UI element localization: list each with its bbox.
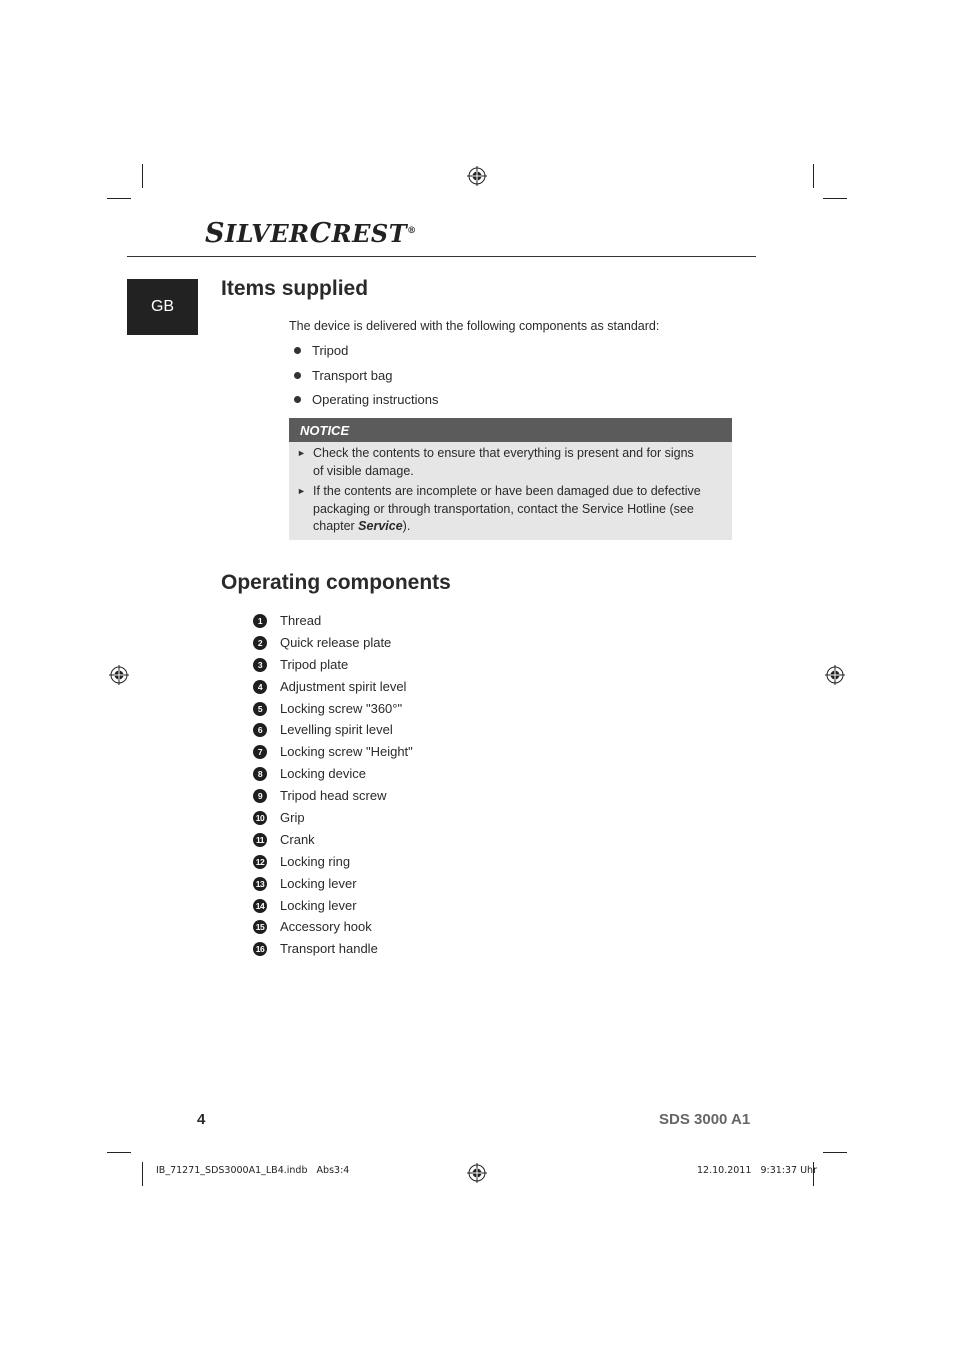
list-item-label: Locking screw "360°": [280, 700, 403, 716]
list-item-label: Adjustment spirit level: [280, 678, 407, 694]
registration-mark-icon: [109, 665, 129, 685]
registration-mark-icon: [467, 166, 487, 186]
number-badge: 12: [253, 855, 267, 869]
notice-label: NOTICE: [289, 418, 732, 442]
list-item: [253, 722, 413, 744]
header-rule: [127, 256, 756, 257]
list-item-label: Tripod: [312, 343, 349, 358]
components-list: [253, 613, 413, 963]
list-item: [253, 788, 413, 810]
list-item-label: Accessory hook: [280, 919, 372, 935]
list-item-label: Levelling spirit level: [280, 722, 393, 738]
number-badge: 10: [253, 811, 267, 825]
bullet-icon: [294, 347, 301, 354]
list-item: [253, 832, 413, 854]
list-item: [253, 635, 413, 657]
number-badge: 16: [253, 942, 267, 956]
crop-mark: [823, 198, 847, 199]
logo-text: ILVER: [225, 219, 310, 248]
list-item: [253, 898, 413, 920]
bullet-icon: [294, 372, 301, 379]
crop-mark: [142, 164, 143, 188]
number-badge: 7: [253, 745, 267, 759]
crop-mark: [823, 1152, 847, 1153]
list-item: [253, 854, 413, 876]
list-item: [253, 941, 413, 963]
list-item-label: Tripod plate: [280, 656, 349, 672]
arrow-right-icon: ►: [297, 486, 306, 496]
list-item-label: Grip: [280, 810, 305, 826]
notice-item-emphasis: Service: [358, 519, 403, 533]
notice-item: [289, 445, 732, 480]
number-badge: 15: [253, 920, 267, 934]
list-item: [294, 392, 438, 417]
logo-mark: ®: [407, 226, 417, 236]
list-item: [253, 701, 413, 723]
registration-mark-icon: [467, 1163, 487, 1183]
list-item: [253, 876, 413, 898]
list-item-label: Locking device: [280, 766, 366, 782]
crop-mark: [142, 1162, 143, 1186]
list-item: [253, 919, 413, 941]
list-item-label: Tripod head screw: [280, 788, 387, 804]
crop-mark: [107, 198, 131, 199]
print-slug-file: IB_71271_SDS3000A1_LB4.indb Abs3:4: [156, 1165, 350, 1176]
list-item-label: Quick release plate: [280, 634, 392, 650]
notice-item-text: Check the contents to ensure that everything is present and for signs of visible damage.: [313, 446, 694, 478]
list-item-label: Transport bag: [312, 367, 393, 383]
number-badge: 5: [253, 702, 267, 716]
number-badge: 4: [253, 680, 267, 694]
arrow-right-icon: ►: [297, 448, 306, 458]
items-supplied-list: [294, 343, 438, 417]
print-slug-date: 12.10.2011 9:31:37 Uhr: [697, 1165, 817, 1176]
number-badge: 6: [253, 723, 267, 737]
number-badge: 1: [253, 614, 267, 628]
logo-letter: C: [309, 218, 332, 249]
model-name: SDS 3000 A1: [659, 1111, 751, 1128]
items-supplied-heading: Items supplied: [221, 277, 369, 300]
list-item-label: Locking lever: [280, 897, 357, 913]
operating-components-heading: Operating components: [221, 571, 451, 594]
items-supplied-intro: The device is delivered with the following components as standard:: [289, 319, 660, 333]
notice-item: [289, 483, 732, 536]
number-badge: 2: [253, 636, 267, 650]
list-item: [253, 766, 413, 788]
crop-mark: [813, 164, 814, 188]
list-item: [253, 810, 413, 832]
notice-item-text-end: ).: [402, 519, 411, 533]
list-item-label: Thread: [280, 613, 322, 628]
brand-logo: [205, 218, 417, 249]
list-item-label: Locking screw "Height": [280, 744, 413, 760]
number-badge: 9: [253, 789, 267, 803]
list-item: [294, 343, 438, 368]
notice-item-text: If the contents are incomplete or have been damaged due to defective packaging or through transportation, contact the Service Hotline (see chapter: [313, 484, 701, 533]
list-item: [253, 744, 413, 766]
list-item-label: Locking lever: [280, 875, 357, 891]
list-item: [253, 613, 413, 635]
language-tab: GB: [127, 279, 198, 335]
list-item: [253, 657, 413, 679]
logo-text: REST: [331, 219, 408, 248]
list-item: [253, 679, 413, 701]
notice-box: [289, 418, 732, 540]
list-item-label: Crank: [280, 831, 315, 847]
crop-mark: [107, 1152, 131, 1153]
number-badge: 3: [253, 658, 267, 672]
list-item-label: Transport handle: [280, 941, 378, 957]
list-item-label: Operating instructions: [312, 392, 439, 407]
logo-letter: S: [205, 218, 225, 249]
list-item: [294, 368, 438, 393]
registration-mark-icon: [825, 665, 845, 685]
bullet-icon: [294, 396, 301, 403]
number-badge: 13: [253, 877, 267, 891]
list-item-label: Locking ring: [280, 853, 351, 869]
number-badge: 11: [253, 833, 267, 847]
number-badge: 8: [253, 767, 267, 781]
page-number: 4: [197, 1111, 206, 1128]
number-badge: 14: [253, 899, 267, 913]
